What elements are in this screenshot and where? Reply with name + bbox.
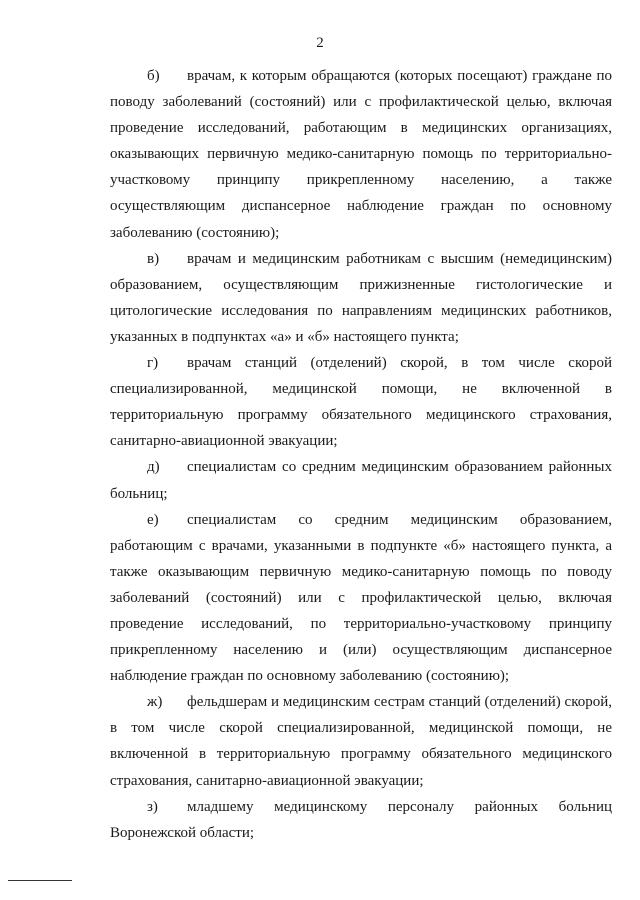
item-text: врачам станций (отделений) скорой, в том числе скорой специализированной, медицинской помощи, не включенной в территориальную программу обязательного медицинского страхования, санитарно-авиационной эвакуации; — [110, 355, 612, 450]
item-letter: е) — [147, 511, 159, 528]
item-letter: ж) — [147, 694, 163, 711]
item-letter: г) — [147, 355, 159, 372]
document-body — [110, 63, 612, 846]
item-text: врачам, к которым обращаются (которых посещают) граждане по поводу заболеваний (состояний) или с профилактической целью, включая проведение исследований, работающим в медицинских организациях, оказывающих первичную медико-санитарную помощь по территориально-участковому принципу прикрепленному населению, а также осуществляющим диспансерное наблюдение граждан по основному заболеванию (состоянию); — [110, 68, 612, 241]
item-letter: д) — [147, 459, 160, 476]
list-item-d — [110, 454, 612, 506]
page-number: 2 — [316, 35, 324, 51]
list-item-z — [110, 794, 612, 846]
list-item-g — [110, 350, 612, 454]
list-item-e — [110, 507, 612, 690]
item-text: врачам и медицинским работникам с высшим (немедицинским) образованием, осуществляющим прижизненные гистологические и цитологические исследования по направлениям медицинских работников, указанных в подпунктах «а» и «б» настоящего пункта; — [110, 250, 612, 345]
item-text: фельдшерам и медицинским сестрам станций (отделений) скорой, в том числе скорой специализированной, медицинской помощи, не включенной в территориальную программу обязательного медицинского страхования, санитарно-авиационной эвакуации; — [110, 694, 612, 789]
item-letter: з) — [147, 798, 158, 815]
item-letter: в) — [147, 250, 160, 267]
footer-rule — [8, 880, 72, 881]
item-text: специалистам со средним медицинским образованием, работающим с врачами, указанными в подпункте «б» настоящего пункта, а также оказывающим первичную медико-санитарную помощь по поводу заболеваний (состояний) или с профилактической целью, включая проведение исследований, по территориально-участковому принципу прикрепленному населению и (или) осуществляющим диспансерное наблюдение граждан по основному заболеванию (состоянию); — [110, 511, 612, 685]
item-letter: б) — [147, 68, 160, 84]
list-item-v — [110, 246, 612, 350]
list-item-b — [110, 63, 612, 246]
list-item-zh — [110, 689, 612, 793]
item-text: младшему медицинскому персоналу районных больниц Воронежской области; — [110, 798, 612, 841]
item-text: специалистам со средним медицинским образованием районных больниц; — [110, 459, 612, 502]
